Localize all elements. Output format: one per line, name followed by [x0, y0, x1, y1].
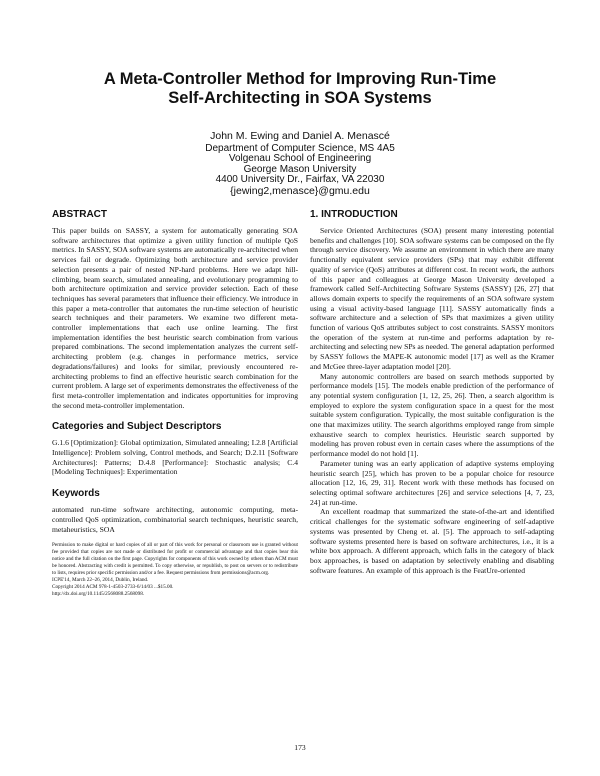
author-block	[100, 131, 500, 197]
permission-text: Permission to make digital or hard copies of all or part of this work for personal or classroom use is granted without fee provided that copies are not made or distributed for profit or commercial advantage and that copies bear this notice and the full citation on the first page. Copyrights for components of this work owned by others than ACM must be honored. Abstracting with credit is permitted. To copy otherwise, or republish, to post on servers or to redistribute to lists, requires prior specific permission and/or a fee. Request permissions from permissions@acm.org.	[52, 542, 298, 576]
permission-notice	[52, 542, 298, 597]
title-line-2: Self-Architecting in SOA Systems	[168, 89, 432, 107]
intro-paragraph: Parameter tuning was an early application of adaptive systems employing heuristic search [25], which has proven to be a popular choice for resource allocation [12, 16, 29, 31]. Recent work with these methods has focused on selecting optimal software architectures [26] and service selections [4, 7, 23, 24] at run-time.	[310, 458, 554, 507]
intro-paragraph: Service Oriented Architectures (SOA) present many interesting potential benefits and challenges [10]. SOA software systems can be composed on the fly through service discovery. We assume an environment in which there are many functionally equivalent service providers (SPs) that may exhibit different quality of service (QoS) attributes at different cost. In recent work, the authors of this paper and colleagues at George Mason University developed a framework called Self-Architecting Software Systems (SASSY) [26, 27] that allows domain experts to specify the requirements of an SOA software system using a visual activity-based language [11]. SASSY automatically finds a software architecture and a selection of SPs that maximizes a given utility function of various QoS attributes subject to cost constraints. SASSY monitors the operation of the system at run-time and performs adaptation by re-architecting and selecting new SPs as needed. The general adaptation performed by SASSY follows the MAPE-K autonomic model [17] as well as the Kramer and McGee three-layer adaptation model [20].	[310, 226, 554, 371]
abstract-heading: ABSTRACT	[52, 209, 107, 220]
affiliation-line: Department of Computer Science, MS 4A5	[205, 142, 395, 154]
intro-paragraph: An excellent roadmap that summarized the state-of-the-art and identified critical challenges for the systematic software engineering of self-adaptive systems was presented by Cheng et. al. [5]. The approach to self-adapting software systems presented here is based on software architectures, i.e., it is a white box approach. A different approach, which falls in the category of black box approaches, is based on adaptation by selectively enabling and disabling software features. An example of this approach is the FeatUre-oriented	[310, 507, 554, 575]
page-number: 173	[294, 743, 306, 752]
affiliation-line: Volgenau School of Engineering	[228, 153, 372, 165]
keywords-text: automated run-time software architecting, autonomic computing, meta-controlled QoS optimization, combinatorial search techniques, heuristic search, metaheuristics, SOA	[52, 505, 298, 534]
categories-heading: Categories and Subject Descriptors	[52, 421, 222, 433]
categories-text: G.1.6 [Optimization]: Global optimization, Simulated annealing; I.2.8 [Artificial Intelligence]: Problem solving, Control methods, and Search; D.2.11 [Software Architectures]: Patterns; D.4.8 [Performance]: Stochastic analysis; C.4 [Modeling Techniques]: Experimentation	[52, 438, 298, 477]
author-names: John M. Ewing and Daniel A. Menascé	[210, 130, 390, 142]
copyright-line: Copyright 2014 ACM 978-1-4503-2733-6/14/03 ...$15.00.	[52, 583, 174, 590]
keywords-heading: Keywords	[52, 488, 100, 500]
left-column	[52, 209, 298, 598]
doi-link[interactable]: http://dx.doi.org/10.1145/2568088.2568098.	[52, 590, 145, 597]
conference-info: ICPE'14, March 22–26, 2014, Dublin, Ireland.	[52, 576, 149, 583]
intro-paragraph: Many autonomic controllers are based on search methods supported by performance models [15]. The models enable prediction of the performance of any potential system configuration [1, 12, 25, 26]. Then, a search algorithm is employed to explore the system configuration space in a quest for the most suitable system configuration. Typically, the most suitable configuration is the one that maximizes utility. The search algorithms employed range from simple exhaustive search to complex heuristics. Heuristic search supported by modeling has proven robust even in certain cases where the assumptions of the performance model do not hold [1].	[310, 371, 554, 459]
paper-title	[40, 70, 560, 108]
affiliation-line: George Mason University	[243, 163, 357, 175]
author-email: {jewing2,menasce}@gmu.edu	[230, 184, 370, 197]
affiliation-line: 4400 University Dr., Fairfax, VA 22030	[215, 174, 385, 186]
title-line-1: A Meta-Controller Method for Improving Run-Time	[103, 70, 497, 88]
introduction-heading: 1. INTRODUCTION	[310, 209, 398, 220]
abstract-text: This paper builds on SASSY, a system for automatically generating SOA software architectures that optimize a given utility function of multiple QoS metrics. In SASSY, SOA software systems are automatically re-architected when services fail or degrade. Optimizing both architecture and service provider selection presents a pair of nested NP-hard problems. Here we adapt hill-climbing, beam search, simulated annealing, and evolutionary programming to both architecture optimization and service provider selection. Each of these techniques has several parameters that influence their efficiency. We introduce in this paper a meta-controller that automates the run-time selection of heuristic search techniques and their parameters. We examine two different meta-controller implementations that each use online learning. The first implementation identifies the best heuristic search combination from various prepared combinations. The second implementation analyzes the current self-architecting problem (e.g. changes in performance metrics, service degradations/failures) and looks for similar, previously encountered re-architecting problems to find an effective heuristic search combination for the current problem. A large set of experiments demonstrates the effectiveness of the first meta-controller implementation and indicates opportunities for improving the second meta-controller implementation.	[52, 226, 298, 410]
right-column	[310, 209, 554, 575]
